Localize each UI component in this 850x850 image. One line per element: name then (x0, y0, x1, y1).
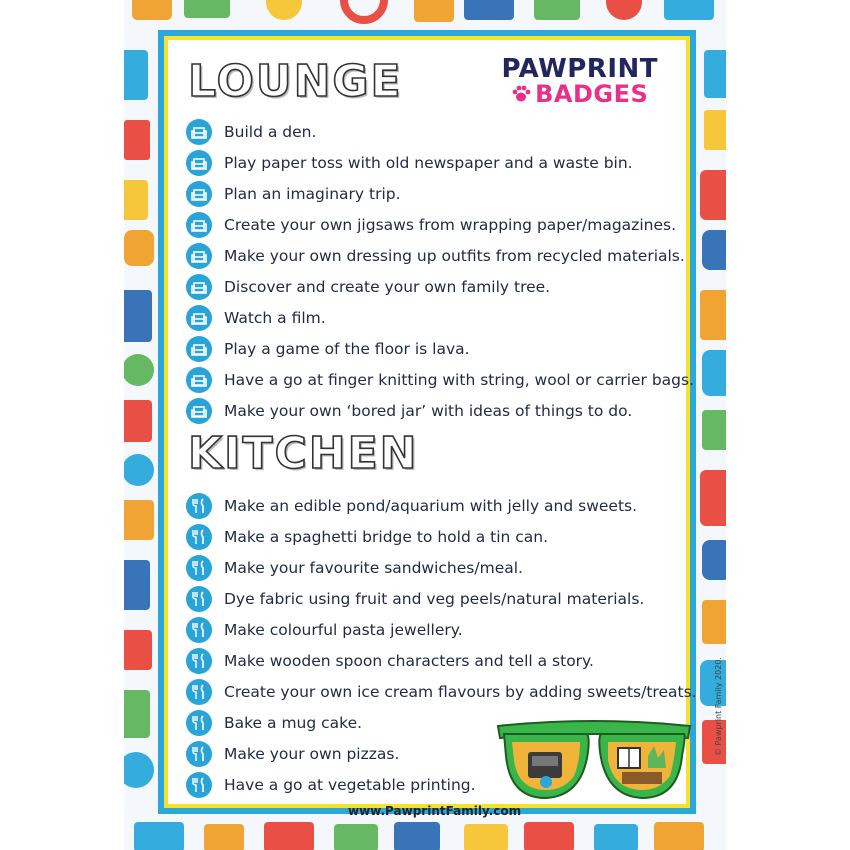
armchair-icon (186, 367, 212, 393)
armchair-icon (186, 274, 212, 300)
list-item-text: Discover and create your own family tree. (224, 277, 551, 296)
list-item (186, 490, 697, 521)
list-item (186, 395, 694, 426)
fork-knife-icon (186, 617, 212, 643)
list-item (186, 583, 697, 614)
armchair-icon (186, 243, 212, 269)
fork-knife-icon (186, 648, 212, 674)
list-item (186, 552, 697, 583)
armchair-icon (186, 119, 212, 145)
list-item-text: Make your own ‘bored jar’ with ideas of things to do. (224, 401, 633, 420)
fork-knife-icon (186, 555, 212, 581)
list-item (186, 271, 694, 302)
list-item-text: Make your favourite sandwiches/meal. (224, 558, 523, 577)
list-item-text: Make your own dressing up outfits from recycled materials. (224, 246, 685, 265)
list-item-text: Make a spaghetti bridge to hold a tin can. (224, 527, 549, 546)
list-item (186, 521, 697, 552)
website-url: www.PawprintFamily.com (348, 804, 522, 818)
logo-line-2-wrap (501, 82, 658, 106)
list-item-text: Make wooden spoon characters and tell a story. (224, 651, 594, 670)
fork-knife-icon (186, 772, 212, 798)
list-item (186, 302, 694, 333)
list-item (186, 147, 694, 178)
lounge-title: LOUNGE (188, 56, 403, 107)
fork-knife-icon (186, 493, 212, 519)
list-item (186, 240, 694, 271)
kitchen-title: KITCHEN (188, 428, 419, 479)
list-item-text: Make colourful pasta jewellery. (224, 620, 463, 639)
list-item-text: Bake a mug cake. (224, 713, 363, 732)
list-item (186, 116, 694, 147)
sunglasses-illustration (494, 712, 694, 812)
list-item (186, 178, 694, 209)
pawprint-badges-logo (501, 56, 658, 106)
list-item-text: Build a den. (224, 122, 317, 141)
content-frame-inner (164, 36, 723, 818)
list-item-text: Play a game of the floor is lava. (224, 339, 470, 358)
logo-line-1: PAWPRINT (501, 54, 658, 84)
list-item (186, 676, 697, 707)
list-item-text: Dye fabric using fruit and veg peels/natural materials. (224, 589, 645, 608)
armchair-icon (186, 305, 212, 331)
activity-card (178, 44, 723, 818)
paw-icon (511, 84, 531, 104)
list-item-text: Watch a film. (224, 308, 326, 327)
fork-knife-icon (186, 679, 212, 705)
list-item-text: Play paper toss with old newspaper and a waste bin. (224, 153, 633, 172)
list-item (186, 333, 694, 364)
armchair-icon (186, 150, 212, 176)
fork-knife-icon (186, 524, 212, 550)
logo-line-2: BADGES (535, 80, 649, 108)
list-item-text: Make your own pizzas. (224, 744, 400, 763)
fork-knife-icon (186, 586, 212, 612)
fork-knife-icon (186, 741, 212, 767)
armchair-icon (186, 336, 212, 362)
list-item-text: Create your own ice cream flavours by adding sweets/treats. (224, 682, 697, 701)
list-item (186, 209, 694, 240)
list-item (186, 364, 694, 395)
content-frame (158, 30, 723, 818)
armchair-icon (186, 212, 212, 238)
list-item-text: Plan an imaginary trip. (224, 184, 401, 203)
fork-knife-icon (186, 710, 212, 736)
list-item-text: Make an edible pond/aquarium with jelly and sweets. (224, 496, 638, 515)
list-item-text: Create your own jigsaws from wrapping paper/magazines. (224, 215, 676, 234)
copyright-notice: © Pawprint Family 2020. (714, 657, 723, 756)
armchair-icon (186, 398, 212, 424)
armchair-icon (186, 181, 212, 207)
list-item (186, 614, 697, 645)
list-item (186, 645, 697, 676)
list-item-text: Have a go at vegetable printing. (224, 775, 476, 794)
list-item-text: Have a go at finger knitting with string, wool or carrier bags. (224, 370, 695, 389)
lounge-list (186, 116, 694, 426)
